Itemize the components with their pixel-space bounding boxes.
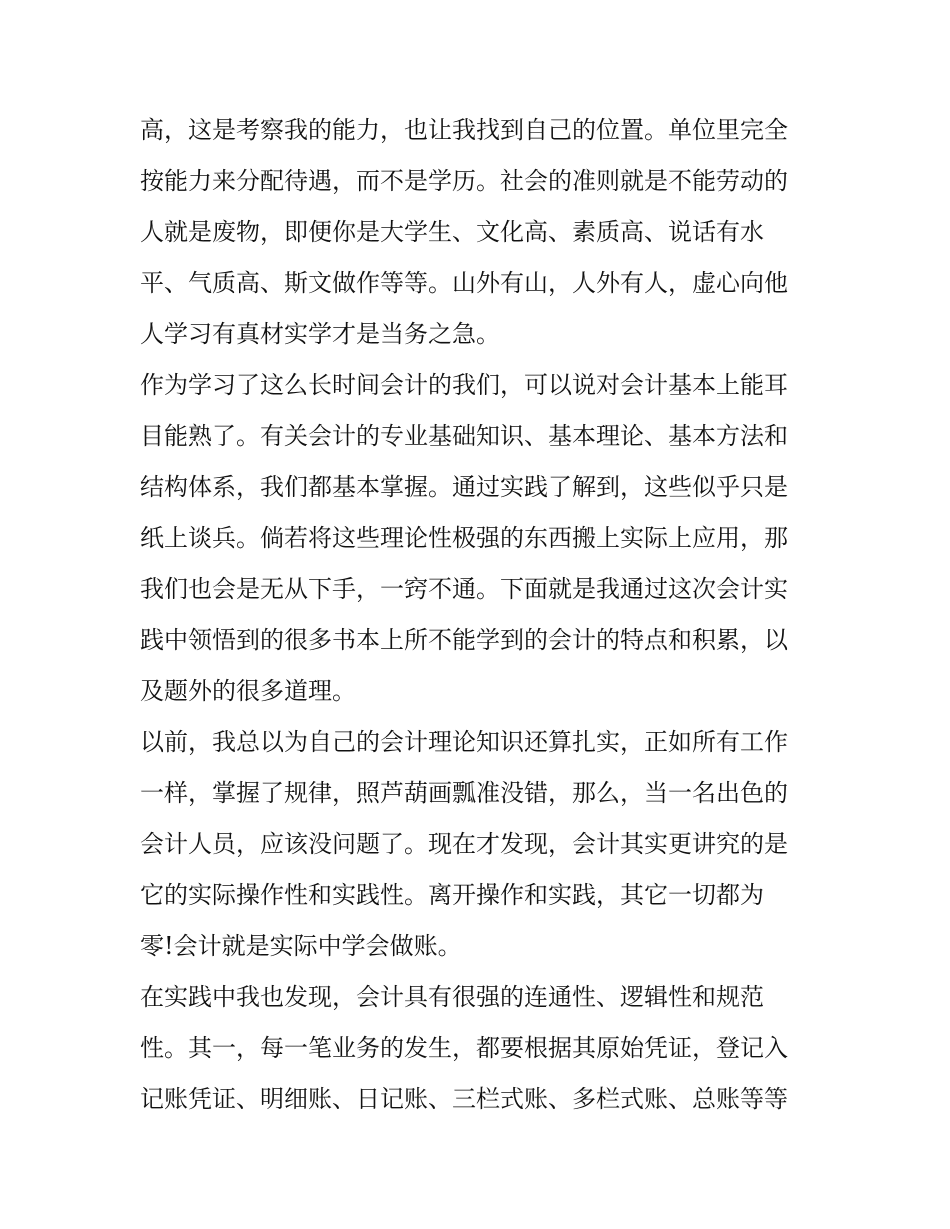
text-line: 我们也会是无从下手，一窍不通。下面就是我通过这次会计实 <box>140 575 788 603</box>
text-line: 零!会计就是实际中学会做账。 <box>140 932 462 960</box>
text-line: 会计人员，应该没问题了。现在才发现，会计其实更讲究的是 <box>140 830 788 858</box>
text-line: 人学习有真材实学才是当务之急。 <box>140 320 500 348</box>
text-line: 高，这是考察我的能力，也让我找到自己的位置。单位里完全 <box>140 116 788 144</box>
text-line: 人就是废物，即便你是大学生、文化高、素质高、说话有水 <box>140 218 764 246</box>
text-line: 结构体系，我们都基本掌握。通过实践了解到，这些似乎只是 <box>140 473 788 501</box>
text-line: 及题外的很多道理。 <box>140 677 356 705</box>
text-line: 践中领悟到的很多书本上所不能学到的会计的特点和积累，以 <box>140 626 788 654</box>
text-line: 作为学习了这么长时间会计的我们，可以说对会计基本上能耳 <box>140 371 788 399</box>
text-line: 性。其一，每一笔业务的发生，都要根据其原始凭证，登记入 <box>140 1034 788 1062</box>
text-line: 以前，我总以为自己的会计理论知识还算扎实，正如所有工作 <box>140 728 788 756</box>
text-line: 记账凭证、明细账、日记账、三栏式账、多栏式账、总账等等 <box>140 1085 788 1113</box>
text-line: 它的实际操作性和实践性。离开操作和实践，其它一切都为 <box>140 881 764 909</box>
text-line: 目能熟了。有关会计的专业基础知识、基本理论、基本方法和 <box>140 422 788 450</box>
text-line: 平、气质高、斯文做作等等。山外有山，人外有人，虚心向他 <box>140 269 788 297</box>
document-body <box>140 105 820 1125</box>
text-line: 在实践中我也发现，会计具有很强的连通性、逻辑性和规范 <box>140 983 764 1011</box>
text-line: 一样，掌握了规律，照芦葫画瓢准没错，那么，当一名出色的 <box>140 779 788 807</box>
text-line: 纸上谈兵。倘若将这些理论性极强的东西搬上实际上应用，那 <box>140 524 788 552</box>
text-line: 按能力来分配待遇，而不是学历。社会的准则就是不能劳动的 <box>140 167 788 195</box>
